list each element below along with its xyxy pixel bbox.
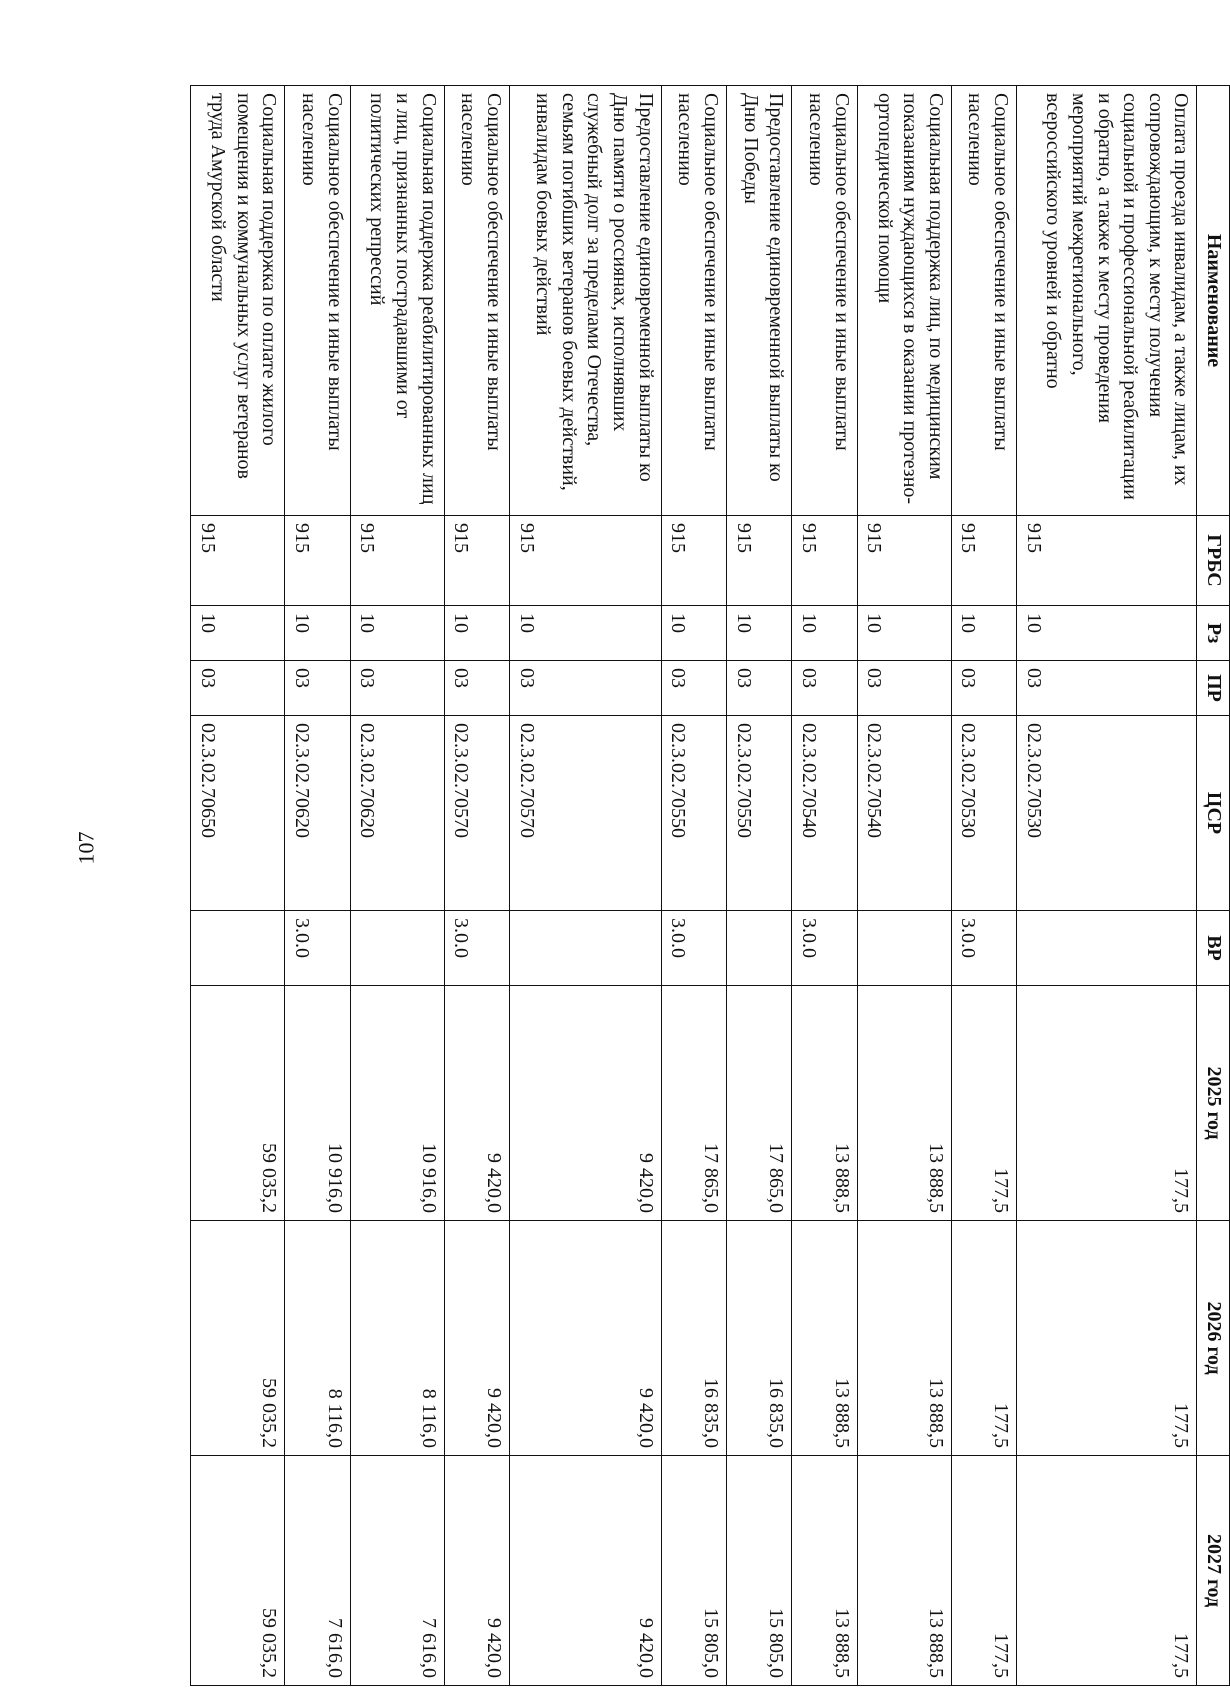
cell-pr: 03 — [191, 661, 285, 716]
cell-rz: 10 — [350, 606, 444, 661]
cell-y2025: 13 888,5 — [857, 986, 951, 1221]
cell-y2027: 177,5 — [951, 1456, 1016, 1686]
cell-csr: 02.3.02.70650 — [191, 716, 285, 911]
header-2027: 2027 год — [1197, 1456, 1230, 1686]
cell-name: Предоставление единовременной выплаты ко Дню Победы — [726, 86, 791, 516]
header-2025: 2025 год — [1197, 986, 1230, 1221]
cell-name: Оплата проезда инвалидам, а также лицам, их сопровождающим, к месту получения социальной и профессиональной реабилитации и обратно, а также к месту проведения мероприятий межрегионального, всероссийского уровней и обратно — [1017, 86, 1197, 516]
cell-pr: 03 — [792, 661, 857, 716]
cell-y2025: 10 916,0 — [350, 986, 444, 1221]
table-row — [285, 86, 350, 1686]
table-row — [726, 86, 791, 1686]
cell-y2025: 13 888,5 — [792, 986, 857, 1221]
cell-grbs: 915 — [1017, 516, 1197, 606]
cell-rz: 10 — [726, 606, 791, 661]
cell-csr: 02.3.02.70540 — [792, 716, 857, 911]
cell-vr — [350, 911, 444, 986]
cell-pr: 03 — [444, 661, 509, 716]
cell-name: Социальное обеспечение и иные выплаты населению — [951, 86, 1016, 516]
cell-grbs: 915 — [444, 516, 509, 606]
cell-y2027: 59 035,2 — [191, 1456, 285, 1686]
table-row — [510, 86, 662, 1686]
cell-csr: 02.3.02.70570 — [510, 716, 662, 911]
cell-y2027: 15 805,0 — [726, 1456, 791, 1686]
cell-csr: 02.3.02.70530 — [1017, 716, 1197, 911]
cell-csr: 02.3.02.70540 — [857, 716, 951, 911]
table-row — [792, 86, 857, 1686]
table-row — [350, 86, 444, 1686]
table-row — [661, 86, 726, 1686]
cell-rz: 10 — [510, 606, 662, 661]
header-pr: ПР — [1197, 661, 1230, 716]
header-rz: Рз — [1197, 606, 1230, 661]
cell-y2025: 17 865,0 — [661, 986, 726, 1221]
cell-pr: 03 — [857, 661, 951, 716]
cell-vr — [857, 911, 951, 986]
cell-vr — [191, 911, 285, 986]
cell-grbs: 915 — [510, 516, 662, 606]
cell-y2026: 8 116,0 — [285, 1221, 350, 1456]
cell-vr: 3.0.0 — [661, 911, 726, 986]
header-csr: ЦСР — [1197, 716, 1230, 911]
cell-pr: 03 — [350, 661, 444, 716]
cell-rz: 10 — [661, 606, 726, 661]
cell-y2026: 59 035,2 — [191, 1221, 285, 1456]
cell-y2027: 9 420,0 — [444, 1456, 509, 1686]
cell-y2027: 7 616,0 — [285, 1456, 350, 1686]
cell-name: Социальное обеспечение и иные выплаты населению — [661, 86, 726, 516]
cell-y2026: 8 116,0 — [350, 1221, 444, 1456]
cell-name: Предоставление единовременной выплаты ко Дню памяти о россиянах, исполнявших служебный долг за пределами Отечества, семьям погибших ветеранов боевых действий, инвалидам боевых действий — [510, 86, 662, 516]
cell-pr: 03 — [726, 661, 791, 716]
cell-csr: 02.3.02.70550 — [661, 716, 726, 911]
header-vr: ВР — [1197, 911, 1230, 986]
cell-y2026: 9 420,0 — [510, 1221, 662, 1456]
cell-vr — [726, 911, 791, 986]
page-number: 107 — [73, 831, 99, 865]
cell-grbs: 915 — [350, 516, 444, 606]
cell-pr: 03 — [1017, 661, 1197, 716]
table-row — [951, 86, 1016, 1686]
table-header-row — [1197, 86, 1230, 1686]
cell-rz: 10 — [285, 606, 350, 661]
cell-y2027: 13 888,5 — [857, 1456, 951, 1686]
cell-y2025: 177,5 — [951, 986, 1016, 1221]
cell-vr — [1017, 911, 1197, 986]
cell-name: Социальное обеспечение и иные выплаты населению — [285, 86, 350, 516]
cell-grbs: 915 — [661, 516, 726, 606]
cell-name: Социальная поддержка лиц, по медицинским показаниям нуждающихся в оказании протезно-ортопедической помощи — [857, 86, 951, 516]
cell-rz: 10 — [857, 606, 951, 661]
cell-grbs: 915 — [857, 516, 951, 606]
cell-y2025: 59 035,2 — [191, 986, 285, 1221]
cell-y2026: 13 888,5 — [792, 1221, 857, 1456]
cell-csr: 02.3.02.70530 — [951, 716, 1016, 911]
cell-name: Социальная поддержка по оплате жилого помещения и коммунальных услуг ветеранов труда Амурской области — [191, 86, 285, 516]
table-row — [1017, 86, 1197, 1686]
cell-csr: 02.3.02.70620 — [350, 716, 444, 911]
header-2026: 2026 год — [1197, 1221, 1230, 1456]
cell-y2025: 10 916,0 — [285, 986, 350, 1221]
header-name: Наименование — [1197, 86, 1230, 516]
cell-y2025: 9 420,0 — [444, 986, 509, 1221]
cell-grbs: 915 — [285, 516, 350, 606]
table-row — [857, 86, 951, 1686]
cell-y2026: 16 835,0 — [726, 1221, 791, 1456]
cell-rz: 10 — [792, 606, 857, 661]
cell-y2026: 177,5 — [1017, 1221, 1197, 1456]
cell-y2027: 13 888,5 — [792, 1456, 857, 1686]
cell-rz: 10 — [444, 606, 509, 661]
cell-rz: 10 — [191, 606, 285, 661]
cell-y2027: 177,5 — [1017, 1456, 1197, 1686]
cell-grbs: 915 — [191, 516, 285, 606]
cell-y2025: 177,5 — [1017, 986, 1197, 1221]
header-grbs: ГРБС — [1197, 516, 1230, 606]
cell-vr: 3.0.0 — [444, 911, 509, 986]
cell-y2027: 15 805,0 — [661, 1456, 726, 1686]
cell-csr: 02.3.02.70570 — [444, 716, 509, 911]
cell-name: Социальное обеспечение и иные выплаты населению — [792, 86, 857, 516]
cell-y2026: 13 888,5 — [857, 1221, 951, 1456]
cell-rz: 10 — [951, 606, 1016, 661]
cell-csr: 02.3.02.70620 — [285, 716, 350, 911]
budget-table — [190, 85, 1230, 1686]
cell-y2026: 16 835,0 — [661, 1221, 726, 1456]
cell-y2027: 9 420,0 — [510, 1456, 662, 1686]
cell-rz: 10 — [1017, 606, 1197, 661]
cell-name: Социальное обеспечение и иные выплаты населению — [444, 86, 509, 516]
cell-grbs: 915 — [792, 516, 857, 606]
table-row — [191, 86, 285, 1686]
cell-y2026: 177,5 — [951, 1221, 1016, 1456]
cell-y2025: 17 865,0 — [726, 986, 791, 1221]
cell-y2025: 9 420,0 — [510, 986, 662, 1221]
cell-y2027: 7 616,0 — [350, 1456, 444, 1686]
cell-pr: 03 — [510, 661, 662, 716]
cell-grbs: 915 — [951, 516, 1016, 606]
cell-y2026: 9 420,0 — [444, 1221, 509, 1456]
table-row — [444, 86, 509, 1686]
cell-pr: 03 — [285, 661, 350, 716]
cell-vr: 3.0.0 — [285, 911, 350, 986]
cell-vr — [510, 911, 662, 986]
budget-table-wrapper — [190, 85, 1230, 1685]
cell-csr: 02.3.02.70550 — [726, 716, 791, 911]
cell-pr: 03 — [951, 661, 1016, 716]
cell-name: Социальная поддержка реабилитированных лиц и лиц, признанных пострадавшими от политических репрессий — [350, 86, 444, 516]
cell-vr: 3.0.0 — [792, 911, 857, 986]
cell-vr: 3.0.0 — [951, 911, 1016, 986]
cell-pr: 03 — [661, 661, 726, 716]
cell-grbs: 915 — [726, 516, 791, 606]
